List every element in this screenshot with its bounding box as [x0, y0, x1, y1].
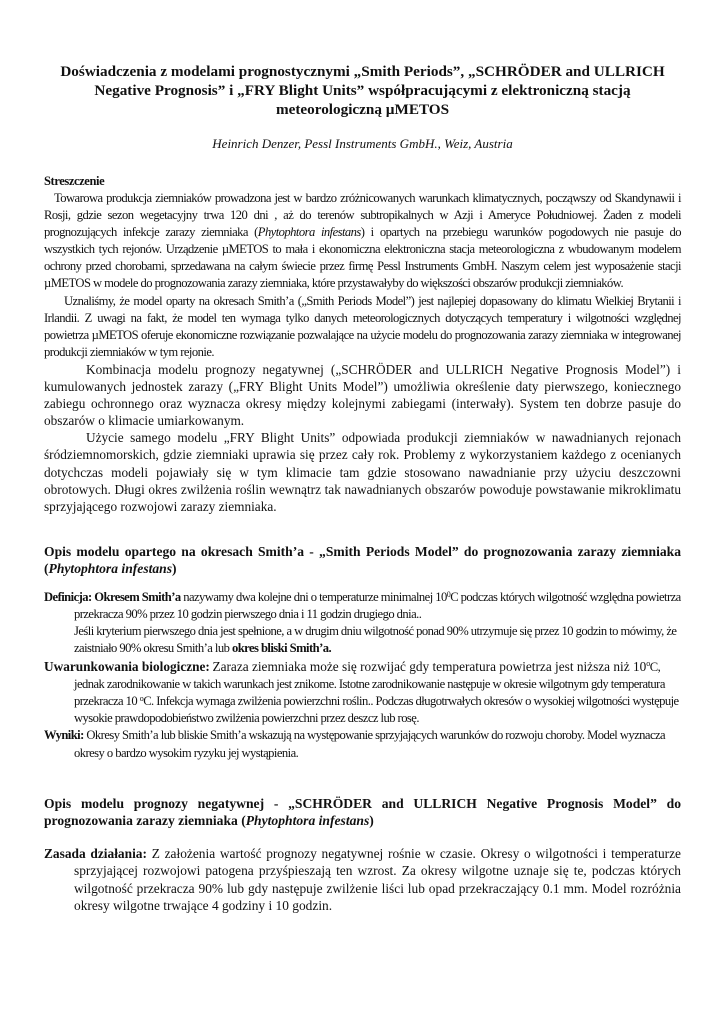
abstract-paragraph-2: Uznaliśmy, że model oparty na okresach Smith’a („Smith Periods Model”) jest najlepiej dopasowany do klimatu Wielkiej Brytanii i Irlandii. Z uwagi na fakt, że model ten wymaga tylko danych meteorologicznych dotyczących temperatury i wilgotności względnej powietrza µMETOS oferuje ekonomiczne rozwiązanie pozwalające na użycie modelu do prognozowania zarazy ziemniaka w integrowanej produkcji ziemniaków w tym rejonie. — [44, 293, 681, 359]
abstract-p1-latin-name: Phytophtora infestans — [257, 225, 361, 240]
section1-heading-text: Opis modelu opartego na okresach Smith’a - „Smith Periods Model” do prognozowania zarazy ziemniaka ( — [44, 543, 681, 577]
abstract-heading: Streszczenie — [44, 174, 105, 188]
section-heading-smith-periods — [44, 543, 681, 578]
conditions-text-3: C. Infekcja wymaga zwilżenia powierzchni roślin.. Podczas długotrwałych okresów o wysokiej wilgotności występuje wysokie prawdopodobieństwo zwilżenia powierzchni przez deszcz lub rosę. — [74, 694, 679, 726]
abstract-p1-text-b: ) i opartych na przebiegu warunków pogodowych nie pasuje do wszystkich tych rejonów. Urządzenie µMETOS to mała i ekonomiczna elektroniczna stacja meteorologiczna z wbudowanym modelem ochrony przed chorobami, sprzedawana na całym świecie przez firmę Pessl Instruments GmbH. Naszym celem jest wyposażenie stacji µMETOS w modele do prognozowania zarazy ziemniaka, które przystawałyby do większości obszarów produkcji ziemniaków. — [44, 225, 682, 291]
conditions-paragraph — [44, 658, 681, 728]
abstract-p1-text-a: Towarowa produkcja ziemniaków prowadzona jest w bardzo zróżnicowanych warunkach klimatycznych, począwszy od Skandynawii i Rosji, gdzie sezon wegetacyjny trwa 120 dni , aż do terenów subtropikalnych w Azji i Ameryce Południowej. Żaden z modeli prognozujących infekcje zarazy ziemniaka ( — [44, 191, 681, 240]
results-label: Wyniki: — [44, 728, 84, 743]
definition-text-1: nazywamy dwa kolejne dni o temperaturze minimalnej 10 — [183, 589, 447, 604]
conditions-text-1: Zaraza ziemniaka może się rozwijać gdy temperatura powietrza jest niższa niż 10 — [212, 658, 647, 674]
document-page — [44, 62, 681, 914]
definition-text-3: Jeśli kryterium pierwszego dnia jest spełnione, a w drugim dniu wilgotność ponad 90% utrzymuje się przez 10 godzin to mówimy, że zaistniało 90% okresu Smith’a lub — [74, 624, 677, 656]
section1-heading-end: ) — [172, 561, 177, 577]
results-paragraph — [44, 727, 681, 761]
section1-heading-latin: Phytophtora infestans — [48, 561, 173, 577]
abstract-paragraph-4: Użycie samego modelu „FRY Blight Units” odpowiada produkcji ziemniaków w nawadnianych rejonach śródziemnomorskich, gdzie ziemniaki uprawia się przez cały rok. Problemy z wykorzystaniem każdego z ocenianych dotychczas modeli pojawiały się w tym klimacie tam gdzie stosowano nawadnianie przy użyciu deszczowni obrotowych. Długi okres zwilżenia roślin wewnątrz tak nawadnianych obszarów powoduje powstawanie mikroklimatu sprzyjającego rozwojowi zarazy ziemniaka. — [44, 430, 681, 514]
author-line: Heinrich Denzer, Pessl Instruments GmbH., Weiz, Austria — [212, 136, 513, 151]
document-title: Doświadczenia z modelami prognostycznymi „Smith Periods”, „SCHRÖDER and ULLRICH Negative Prognosis” i „FRY Blight Units” współpracującymi z elektroniczną stacją meteorologiczną µMETOS — [60, 63, 665, 118]
definition-label: Definicja: — [44, 589, 92, 604]
principle-label: Zasada działania: — [44, 845, 147, 861]
section2-heading-end: ) — [369, 813, 374, 829]
definition-paragraph — [44, 589, 681, 658]
abstract-paragraph-1 — [44, 190, 681, 293]
principle-paragraph — [44, 845, 681, 915]
results-text: Okresy Smith’a lub bliskie Smith’a wskazują na występowanie sprzyjających warunków do rozwoju choroby. Model wyznacza okresy o bardzo wysokim ryzyku jej wystąpienia. — [74, 728, 666, 760]
conditions-label: Uwarunkowania biologiczne: — [44, 658, 210, 674]
definition-text-2: C podczas których wilgotność względna powietrza przekracza 90% przez 10 godzin pierwszego dnia i 11 godzin drugiego dnia.. — [74, 589, 681, 621]
section-heading-negative-prognosis — [44, 795, 681, 830]
section2-heading-latin: Phytophtora infestans — [245, 813, 370, 829]
definition-near-smith: okres bliski Smith’a. — [231, 641, 332, 656]
conditions-text-2: C, jednak zarodnikowanie w takich warunkach jest znikome. Istotne zarodnikowanie następuje w okresie wilgotnym gdy temperatura przekracza 10 — [74, 659, 665, 708]
conditions-degree-sup-2: o — [139, 694, 144, 703]
definition-degree-sup: 0 — [446, 589, 451, 599]
conditions-degree-sup-1: o — [646, 658, 650, 668]
section2-heading-text: Opis modelu prognozy negatywnej - „SCHRÖDER and ULLRICH Negative Prognosis Model” do prognozowania zarazy ziemniaka ( — [44, 795, 681, 829]
principle-text: Z założenia wartość prognozy negatywnej rośnie w czasie. Okresy o wilgotności i temperaturze sprzyjającej rozwojowi patogena przyśpieszają ten wzrost. Za okresy wilgotne uznaje się te, podczas których wilgotność przekracza 90% lub gdy następuje zwilżenie liści lub opad przekraczający 0.1 mm. Model rozróżnia okresy wilgotne trwające 4 godziny i 10 godzin. — [74, 845, 681, 914]
abstract-paragraph-3: Kombinacja modelu prognozy negatywnej („SCHRÖDER and ULLRICH Negative Prognosis Model”) i kumulowanych jednostek zarazy („FRY Blight Units Model”) umożliwia określenie daty pierwszego, koniecznego zabiegu ochronnego oraz wyznacza okresy między kolejnymi zabiegami (interwały). System ten dobrze pasuje do obszarów o klimacie umiarkowanym. — [44, 361, 681, 429]
definition-term: Okresem Smith’a — [94, 589, 181, 604]
